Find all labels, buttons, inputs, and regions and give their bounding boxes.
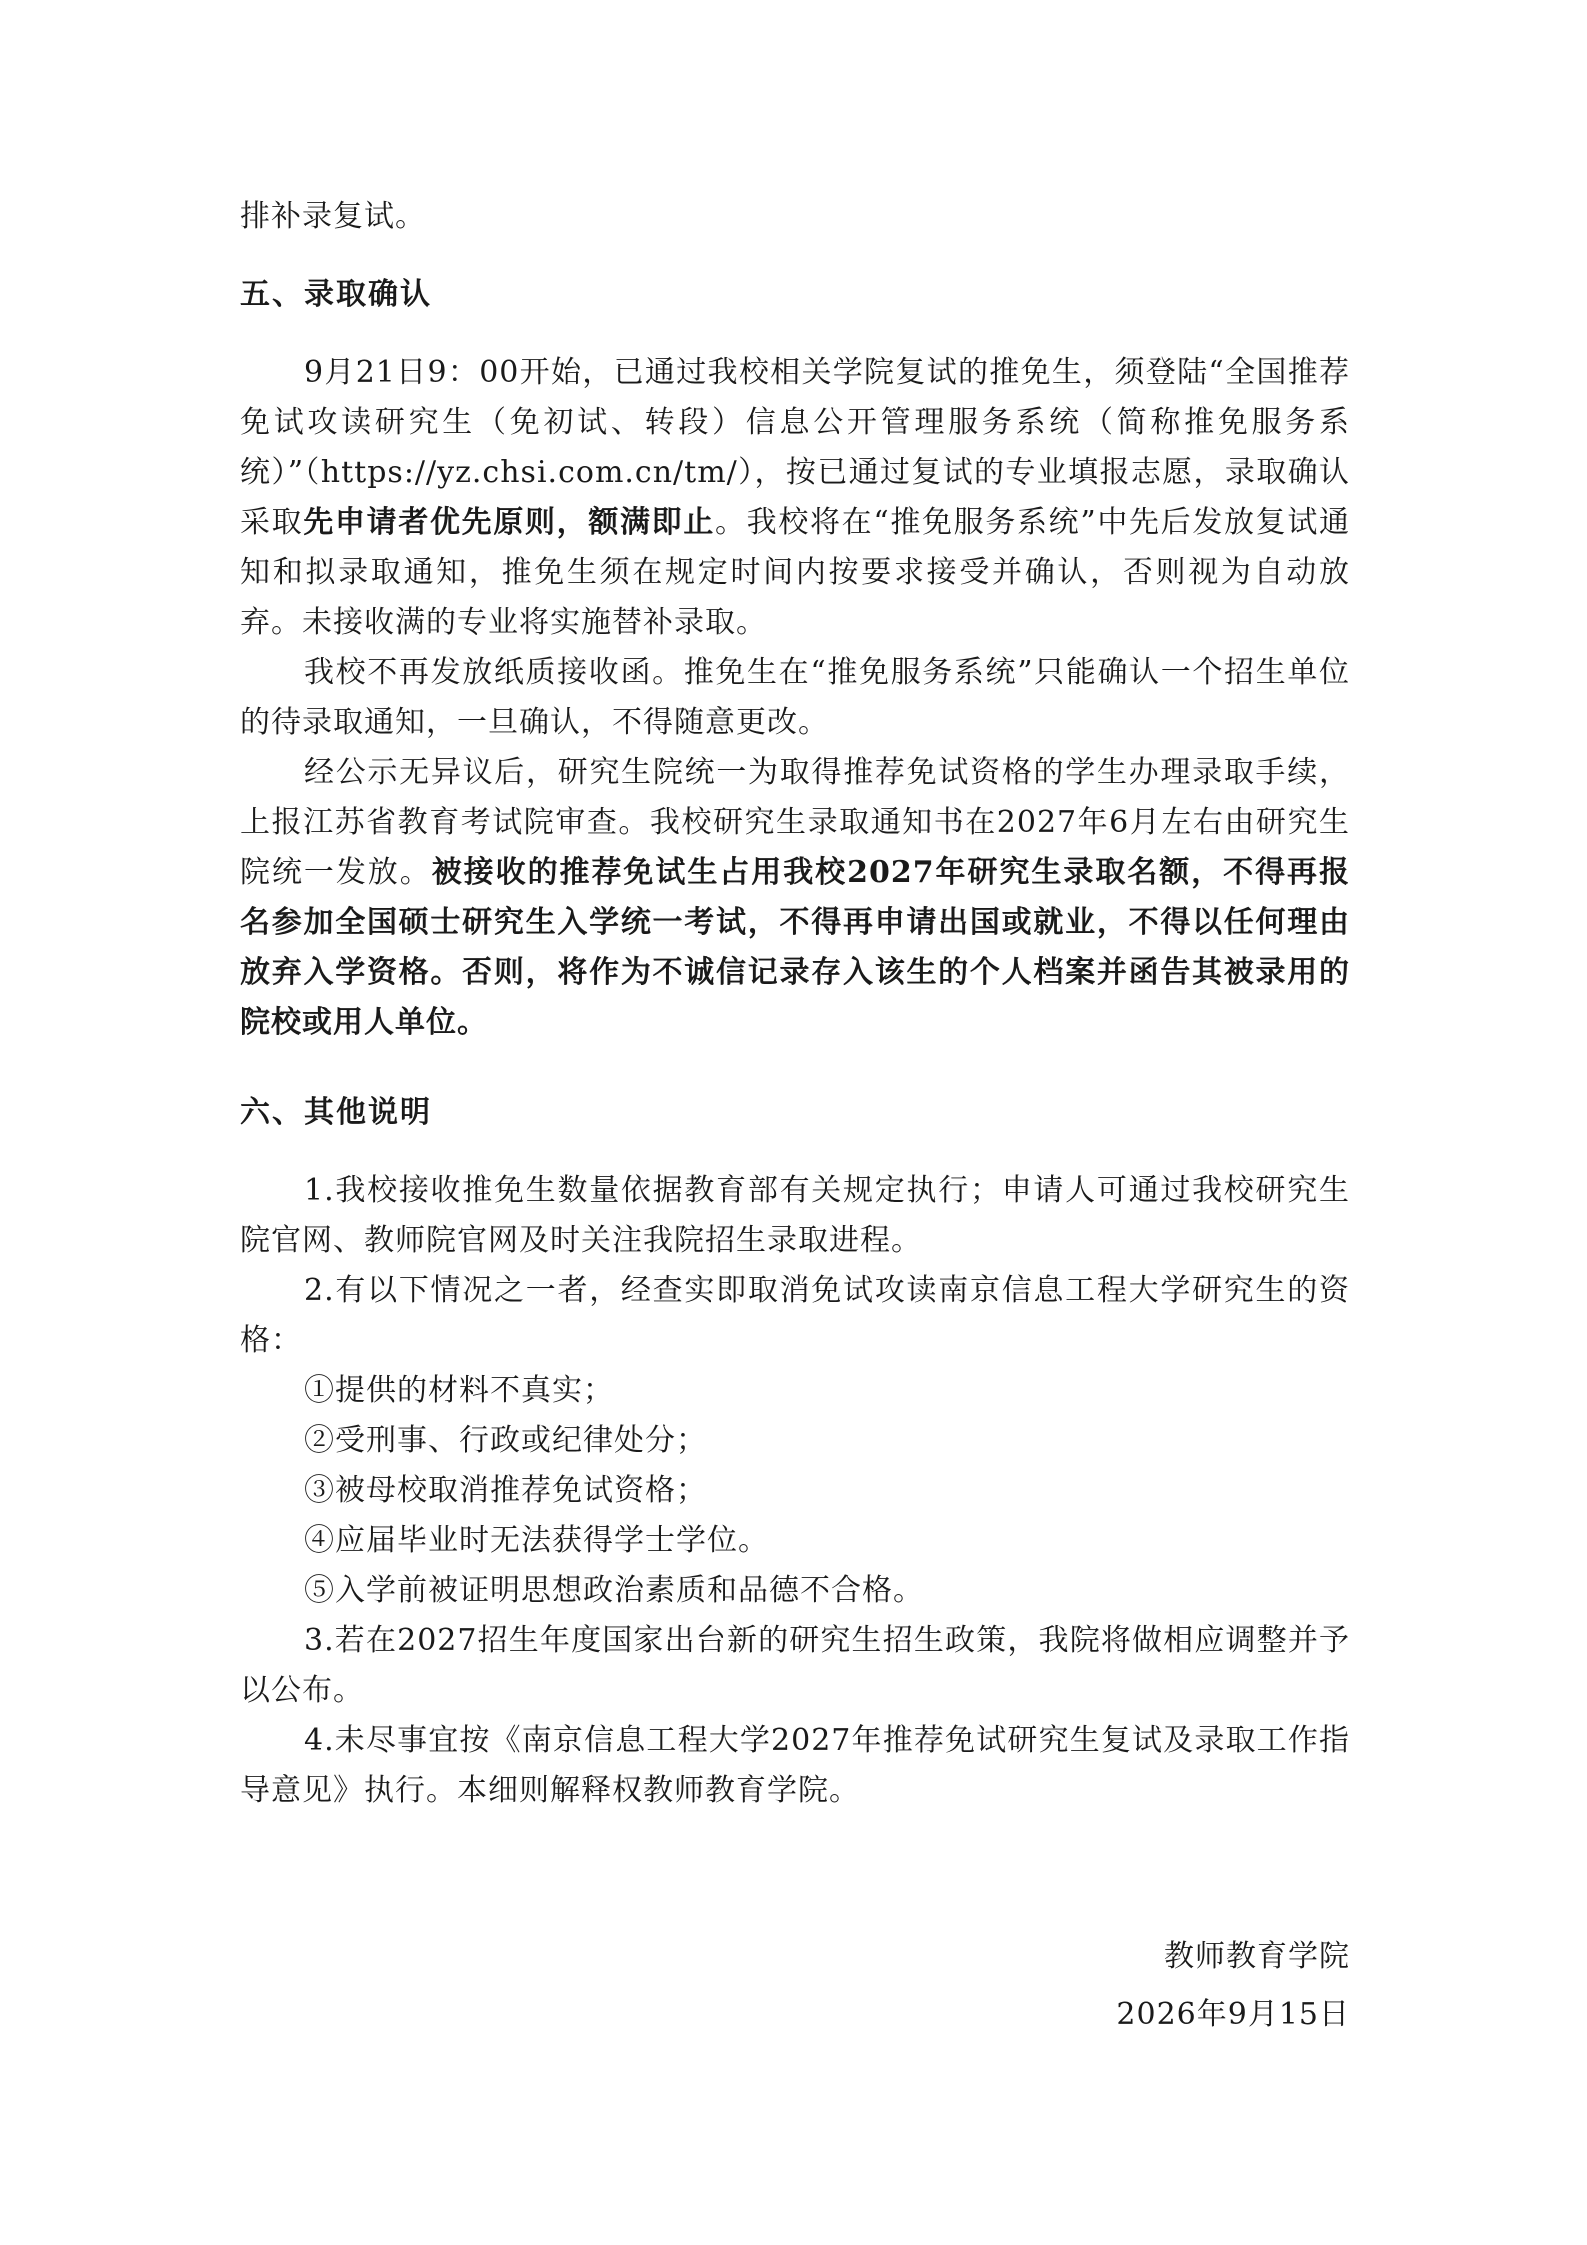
continuation-text: 排补录复试。 bbox=[240, 199, 426, 234]
section-6-sub-item-3: ③被母校取消推荐免试资格； bbox=[304, 1473, 707, 1508]
section-6-sub-item-2: ②受刑事、行政或纪律处分； bbox=[304, 1423, 707, 1458]
section-5-p1-text-a: 9月21日9：00开始，已通过我校相关学院复试的推免生，须登陆“全国推荐免试攻读研究生（免初试、转段）信息公开管理服务系统（简称推免服务系统）”（https://yz.chsi.com.cn/tm/），按已通过复试的专业填报志愿，录取确认采取 bbox=[240, 355, 1350, 540]
section-6-sub-item-5: ⑤入学前被证明思想政治素质和品德不合格。 bbox=[304, 1573, 924, 1608]
document-body bbox=[240, 192, 1350, 1816]
section-5-p3-text: 经公示无异议后，研究生院统一为取得推荐免试资格的学生办理录取手续，上报江苏省教育考试院审查。我校研究生录取通知书在2027年6月左右由研究生院统一发放。 bbox=[240, 755, 1350, 890]
signature-date: 2026年9月15日 bbox=[1116, 1997, 1350, 2032]
section-6-item-1: 1.我校接收推免生数量依据教育部有关规定执行；申请人可通过我校研究生院官网、教师院官网及时关注我院招生录取进程。 bbox=[240, 1173, 1350, 1258]
section-5-paragraph-2: 我校不再发放纸质接收函。推免生在“推免服务系统”只能确认一个招生单位的待录取通知，一旦确认，不得随意更改。 bbox=[240, 655, 1350, 740]
section-5-paragraph-1 bbox=[240, 348, 1350, 648]
section-6-sub-item-1: ①提供的材料不真实； bbox=[304, 1373, 614, 1408]
section-6-item-2: 2.有以下情况之一者，经查实即取消免试攻读南京信息工程大学研究生的资格： bbox=[240, 1273, 1350, 1358]
section-6-sub-item-4: ④应届毕业时无法获得学士学位。 bbox=[304, 1523, 769, 1558]
signature-organization: 教师教育学院 bbox=[1164, 1939, 1350, 1974]
section-6-item-4: 4.未尽事宜按《南京信息工程大学2027年推荐免试研究生复试及录取工作指导意见》执行。本细则解释权教师教育学院。 bbox=[240, 1723, 1350, 1808]
signature-block bbox=[1116, 1928, 1350, 2044]
section-5-paragraph-3 bbox=[240, 748, 1350, 1048]
section-5-heading: 五、录取确认 bbox=[240, 277, 432, 312]
section-6-item-3: 3.若在2027招生年度国家出台新的研究生招生政策，我院将做相应调整并予以公布。 bbox=[240, 1623, 1350, 1708]
section-5-p1-bold: 先申请者优先原则，额满即止 bbox=[303, 505, 716, 540]
section-5-p3-bold: 被接收的推荐免试生占用我校2027年研究生录取名额，不得再报名参加全国硕士研究生入学统一考试，不得再申请出国或就业，不得以任何理由放弃入学资格。否则，将作为不诚信记录存入该生的个人档案并函告其被录用的院校或用人单位。 bbox=[240, 855, 1350, 1040]
section-6-heading: 六、其他说明 bbox=[240, 1095, 432, 1130]
section-5-p1-text-b: 。我校将在“推免服务系统”中先后发放复试通知和拟录取通知，推免生须在规定时间内按要求接受并确认，否则视为自动放弃。未接收满的专业将实施替补录取。 bbox=[240, 505, 1351, 640]
